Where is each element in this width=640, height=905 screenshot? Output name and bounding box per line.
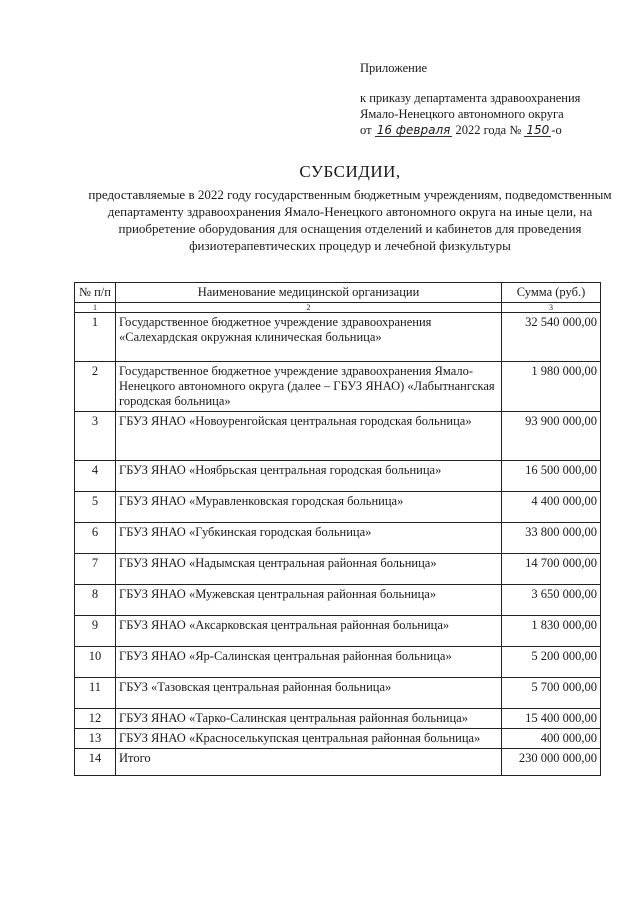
table-row: [75, 362, 601, 412]
row-organization: ГБУЗ ЯНАО «Губкинская городская больница»: [116, 523, 502, 554]
row-sum: 93 900 000,00: [502, 412, 601, 461]
heading-subtitle: предоставляемые в 2022 году государственным бюджетным учреждениям, подведомственным департаменту здравоохранения Ямало-Ненецкого автономного округа на иные цели, на приобретение оборудования для оснащения отделений и кабинетов для проведения физиотерапевтических процедур и лечебной физкультуры: [88, 187, 612, 253]
table-header-row: [75, 283, 601, 303]
row-number: 3: [75, 412, 116, 461]
table-total-row: [75, 749, 601, 776]
table-row: [75, 492, 601, 523]
table-row: [75, 729, 601, 749]
row-organization: ГБУЗ «Тазовская центральная районная больница»: [116, 678, 502, 709]
table-row: [75, 523, 601, 554]
row-organization: ГБУЗ ЯНАО «Ноябрьская центральная городская больница»: [116, 461, 502, 492]
row-organization: ГБУЗ ЯНАО «Красноселькупская центральная районная больница»: [116, 729, 502, 749]
table-row: [75, 461, 601, 492]
row-sum: 5 700 000,00: [502, 678, 601, 709]
row-number: 8: [75, 585, 116, 616]
row-sum: 32 540 000,00: [502, 313, 601, 362]
row-number: 4: [75, 461, 116, 492]
row-number: 11: [75, 678, 116, 709]
table-row: [75, 313, 601, 362]
row-sum: 4 400 000,00: [502, 492, 601, 523]
row-sum: 1 830 000,00: [502, 616, 601, 647]
row-number: 13: [75, 729, 116, 749]
table-row: [75, 678, 601, 709]
row-number: 7: [75, 554, 116, 585]
heading-title: СУБСИДИИ,: [299, 162, 401, 181]
row-organization: ГБУЗ ЯНАО «Аксарковская центральная районная больница»: [116, 616, 502, 647]
table-row: [75, 412, 601, 461]
table-row: [75, 647, 601, 678]
row-organization: ГБУЗ ЯНАО «Тарко-Салинская центральная районная больница»: [116, 709, 502, 729]
date-prefix: от: [360, 123, 372, 137]
row-number: 6: [75, 523, 116, 554]
row-sum: 400 000,00: [502, 729, 601, 749]
row-sum: 3 650 000,00: [502, 585, 601, 616]
index-1: 1: [75, 303, 116, 313]
row-organization: ГБУЗ ЯНАО «Яр-Салинская центральная районная больница»: [116, 647, 502, 678]
row-organization: ГБУЗ ЯНАО «Мужевская центральная районная больница»: [116, 585, 502, 616]
table-row: [75, 585, 601, 616]
row-organization: Государственное бюджетное учреждение здравоохранения Ямало-Ненецкого автономного округа (далее – ГБУЗ ЯНАО) «Лабытнангская городская больница»: [116, 362, 502, 412]
appendix-date-line: [360, 122, 580, 138]
handwritten-order-number: 150: [526, 123, 550, 137]
row-organization: ГБУЗ ЯНАО «Муравленковская городская больница»: [116, 492, 502, 523]
index-2: 2: [116, 303, 502, 313]
appendix-title: Приложение: [360, 61, 428, 75]
row-sum: 1 980 000,00: [502, 362, 601, 412]
row-number: 9: [75, 616, 116, 647]
handwritten-date: 16 февраля: [376, 123, 451, 137]
order-number-suffix: -о: [551, 123, 562, 137]
row-number: 14: [75, 749, 116, 776]
header-sum: Сумма (руб.): [502, 283, 601, 303]
appendix-block: [360, 60, 580, 138]
row-sum: 14 700 000,00: [502, 554, 601, 585]
row-sum: 16 500 000,00: [502, 461, 601, 492]
row-sum: 33 800 000,00: [502, 523, 601, 554]
row-sum: 5 200 000,00: [502, 647, 601, 678]
subsidies-table: [74, 282, 601, 776]
document-heading: [80, 162, 620, 254]
header-organization: Наименование медицинской организации: [116, 283, 502, 303]
row-number: 5: [75, 492, 116, 523]
row-number: 1: [75, 313, 116, 362]
table-row: [75, 554, 601, 585]
table-row: [75, 709, 601, 729]
row-organization: ГБУЗ ЯНАО «Надымская центральная районная больница»: [116, 554, 502, 585]
index-3: 3: [502, 303, 601, 313]
row-sum: 15 400 000,00: [502, 709, 601, 729]
row-organization: Итого: [116, 749, 502, 776]
row-number: 2: [75, 362, 116, 412]
appendix-line-2: Ямало-Ненецкого автономного округа: [360, 107, 564, 121]
row-organization: ГБУЗ ЯНАО «Новоуренгойская центральная городская больница»: [116, 412, 502, 461]
row-number: 10: [75, 647, 116, 678]
row-organization: Государственное бюджетное учреждение здравоохранения «Салехардская окружная клиническая больница»: [116, 313, 502, 362]
table-row: [75, 616, 601, 647]
year-text: 2022 года №: [455, 123, 522, 137]
row-number: 12: [75, 709, 116, 729]
row-sum: 230 000 000,00: [502, 749, 601, 776]
appendix-line-1: к приказу департамента здравоохранения: [360, 91, 581, 105]
header-number: № п/п: [75, 283, 116, 303]
table-index-row: [75, 303, 601, 313]
